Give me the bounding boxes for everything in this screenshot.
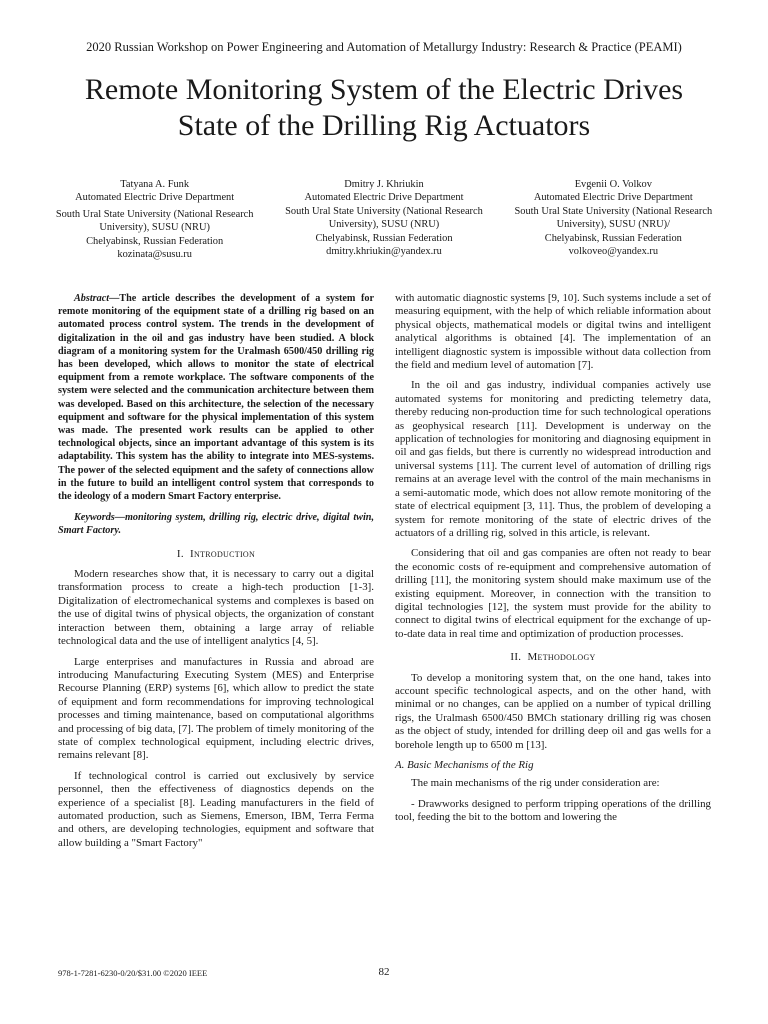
author-city: Chelyabinsk, Russian Federation: [544, 232, 682, 244]
right-column: [395, 292, 711, 832]
author-univ: South Ural State University (National Research University), SUSU (NRU): [55, 208, 254, 234]
author-email[interactable]: volkoveo@yandex.ru: [568, 246, 659, 258]
abstract-text: —The article describes the development of a system for remote monitoring of the equipment state of a drilling rig based on an automated process control system. The trends in the development of digitalization in the oil and gas industry have been studied. A block diagram of a monitoring system for the Uralmash 6500/450 drilling rig has been developed, which allows to monitor the state of electrical equipment from a remote workplace. The software components of the system were selected and the communication architecture between them was developed. Based on this architecture, the selection of the necessary equipment and software for the physical implementation of this system was made. The presented work results can be applied to other technological objects, since an important advantage of this system is its adaptability. This system has the ability to integrate into MES-systems. The power of the selected equipment and the safety of connections allow in the future to build an intelligent control system that corresponds to the ideology of a modern Smart Factory enterprise.: [58, 293, 374, 503]
paragraph: To develop a monitoring system that, on the one hand, takes into account specific technological aspects, and on the other hand, with minimal or no changes, can be applied on a number of typical drilling rigs, the Uralmash 6500/450 BMCh stationary drilling rig was chosen as the object of study, intended for drilling deep oil and gas wells for a borehole length up to 6500 m [13].: [395, 671, 711, 751]
section-title: Introduction: [190, 547, 256, 560]
author-name: Tatyana A. Funk: [120, 179, 190, 190]
section-heading-methodology: [395, 651, 711, 664]
author-univ: South Ural State University (National Research University), SUSU (NRU): [285, 205, 483, 231]
author-dept: Automated Electric Drive Department: [533, 192, 693, 204]
section-number: I.: [176, 547, 184, 560]
subsection-heading: A. Basic Mechanisms of the Rig: [395, 759, 534, 771]
left-column: [58, 292, 374, 857]
author-dept: Automated Electric Drive Department: [304, 192, 464, 204]
author-3: [499, 178, 728, 261]
keywords: [58, 511, 374, 537]
page-number: 82: [378, 966, 390, 978]
conference-header: 2020 Russian Workshop on Power Engineering and Automation of Metallurgy Industry: Research & Practice (PEAMI): [86, 40, 682, 54]
paragraph: If technological control is carried out exclusively by service personnel, then the effectiveness of diagnostics depends on the experience of a specialist [8]. Leading manufacturers in the field of automated production, such as Siemens, Emerson, IBM, Terra Ferma and others, are developing technologies, equipment and software that allow building a "Smart Factory": [58, 769, 374, 849]
author-city: Chelyabinsk, Russian Federation: [86, 235, 224, 247]
title-line-1: Remote Monitoring System of the Electric Drives: [84, 73, 684, 106]
keywords-lead: Keywords: [74, 512, 115, 524]
author-dept: Automated Electric Drive Department: [75, 192, 235, 204]
keywords-text: —monitoring system, drilling rig, electric drive, digital twin, Smart Factory.: [58, 512, 374, 537]
author-name: Evgenii O. Volkov: [574, 179, 652, 190]
author-email[interactable]: kozinata@susu.ru: [117, 249, 192, 261]
paragraph: In the oil and gas industry, individual companies actively use automated systems for monitoring and predicting telemetry data, thereby reducing non-production time for such technological operations as geophysical research [11]. Development is underway on the application of technologies for monitoring and diagnosing equipment in oil and gas fields, but there is currently no widespread introduction and universal systems [11]. The current level of automation of drilling rigs remains at an average level with the control of the main mechanisms in a semi-automatic mode, which does not allow remote monitoring of the state of electrical equipment [3, 11]. Thus, the problem of developing a system for remote monitoring of the state of electric drives of the actuators of a drilling rig, solved in this article, is relevant.: [395, 379, 711, 539]
paragraph: with automatic diagnostic systems [9, 10]. Such systems include a set of measuring equipment, with the help of which reliable information about physical objects, mathematical models or digital twins and intelligent analytical algorithms is obtained [4]. The implementation of an intelligent diagnostic system is impossible without data collection from the field and medium level of automation [7].: [395, 292, 711, 372]
paragraph: Large enterprises and manufactures in Russia and abroad are introducing Manufacturing Executing System (MES) and Enterprise Recourse Planning (ERP) systems [6], which allow to predict the state of equipment and form recommendations for improving technological processes and timing maintenance, based on computational algorithms and processing of big data, [7]. The problem of timely monitoring of the state of complex technological equipment, including electric drives, remains relevant [8].: [58, 655, 374, 762]
abstract: [58, 292, 374, 503]
author-1: [40, 178, 269, 261]
abstract-lead: Abstract: [74, 293, 110, 304]
paragraph: - Drawworks designed to perform tripping operations of the drilling tool, feeding the bit to the bottom and lowering the: [395, 797, 711, 824]
author-email[interactable]: dmitry.khriukin@yandex.ru: [326, 246, 442, 258]
footer-isbn: 978-1-7281-6230-0/20/$31.00 ©2020 IEEE: [58, 968, 208, 978]
author-block: [40, 178, 728, 261]
section-number: II.: [510, 651, 522, 664]
author-name: Dmitry J. Khriukin: [344, 179, 424, 190]
section-title: Methodology: [527, 651, 596, 664]
author-univ: South Ural State University (National Research University), SUSU (NRU)/: [514, 205, 713, 231]
author-city: Chelyabinsk, Russian Federation: [315, 232, 453, 244]
paper-title: [40, 72, 728, 144]
paragraph: Modern researches show that, it is necessary to carry out a digital transformation process to create a high-tech production [1-3]. Digitalization of electromechanical systems and complexes is based on the use of digital twins of physical objects, the organization of constant interaction between them, obtaining a large array of reliable technological data and the use of intelligent analytics [4, 5].: [58, 568, 374, 648]
title-line-2: State of the Drilling Rig Actuators: [177, 109, 591, 142]
paragraph: Considering that oil and gas companies are often not ready to bear the economic costs of re-equipment and comprehensive automation of drilling [11], the monitoring system should make maximum use of the existing equipment. Moreover, in connection with the transition to digital technologies [12], the system must provide for the ability to connect to digital twins of electrical equipment for the exchange of up-to-date data in real time and optimization of production processes.: [395, 547, 711, 640]
paragraph: The main mechanisms of the rig under consideration are:: [411, 777, 660, 790]
section-heading-introduction: [58, 548, 374, 561]
author-2: [269, 178, 498, 261]
